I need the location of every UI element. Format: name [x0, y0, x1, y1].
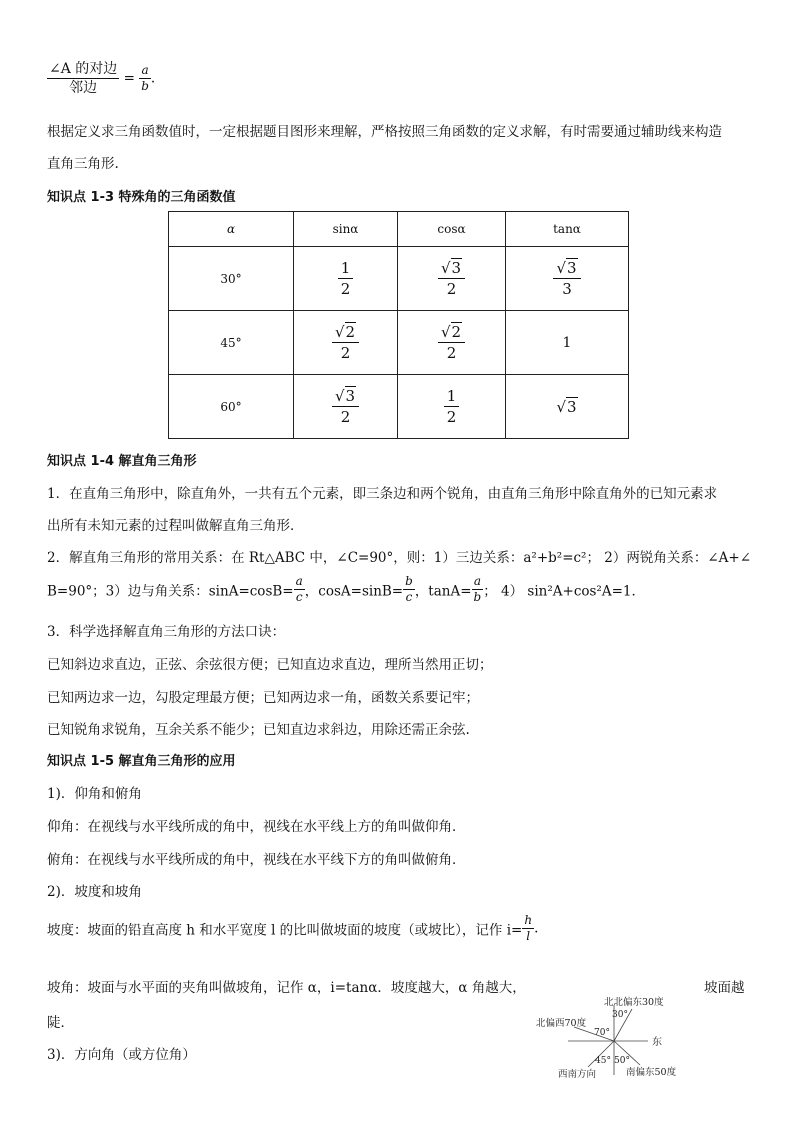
subsection-title: 1)．仰角和俯角 [47, 786, 142, 802]
paragraph: 坡角：坡面与水平面的夹角叫做坡角，记作 α，i=tanα．坡度越大，α 角越大， [47, 980, 526, 996]
table-row: 60° $\frac{√3}{2}$ $\frac{1}{2}$ √3 [169, 375, 629, 439]
section-title-1-5: 知识点 1-5 解直角三角形的应用 [47, 754, 236, 769]
label-angle-45: 45° [595, 1056, 611, 1066]
frac-numerator: ∠A 的对边 [49, 61, 118, 77]
table-header: cosα [398, 212, 506, 247]
label-angle-70: 70° [594, 1028, 610, 1038]
label-east: 东 [652, 1037, 662, 1048]
table-header: tanα [506, 212, 629, 247]
intro-line-1: 根据定义求三角函数值时，一定根据题目图形来理解，严格按照三角函数的定义求解，有时需要通过辅助线来构造 [47, 124, 722, 140]
table-row: 45° $\frac{√2}{2}$ $\frac{√2}{2}$ 1 [169, 311, 629, 375]
label-sw: 西南方向 [558, 1069, 597, 1080]
subsection-title: 2)．坡度和坡角 [47, 884, 142, 900]
paragraph: 俯角：在视线与水平线所成的角中，视线在水平线下方的角叫做俯角． [47, 852, 466, 868]
intro-formula: $\frac{\text{∠A 的对边}}{\text{邻边}}$ = $\frac{a}{b}$ . [49, 61, 156, 96]
paragraph: 2．解直角三角形的常用关系：在 Rt△ABC 中，∠C=90°，则：1）三边关系：a²+b²=c²； 2）两锐角关系：∠A+∠ [47, 550, 752, 566]
equals-sign: = [123, 70, 135, 87]
subsection-title: 3)．方向角（或方位角） [47, 1047, 196, 1063]
paragraph: 坡面越 [704, 980, 745, 996]
paragraph: 已知斜边求直边，正弦、余弦很方便；已知直边求直边，理所当然用正切； [47, 657, 493, 673]
table-header: sinα [294, 212, 398, 247]
section-title-1-4: 知识点 1-4 解直角三角形 [47, 454, 197, 469]
label-nw70: 北偏西70度 [536, 1018, 587, 1029]
label-angle-50: 50° [614, 1056, 630, 1066]
paragraph: 坡度：坡面的铅直高度 h 和水平宽度 l 的比叫做坡面的坡度（或坡比），记作 i= $\frac{h}{l}$ . [47, 913, 539, 943]
label-nne30: 北北偏东30度 [604, 997, 664, 1008]
paragraph: B=90°；3）边与角关系：sinA=cosB= $\frac{a}{c}$ ，cosA=sinB= $\frac{b}{c}$ ，tanA= $\frac{a}{b}$ ； 4） sin²A+cos²A=1． [47, 574, 645, 604]
frac-denominator: 邻边 [69, 80, 98, 96]
paragraph: 已知两边求一边，勾股定理最方便；已知两边求一角，函数关系要记牢； [47, 690, 479, 706]
direction-angle-diagram [528, 993, 698, 1083]
paragraph: 出所有未知元素的过程叫做解直角三角形． [47, 518, 304, 534]
paragraph: 1．在直角三角形中，除直角外，一共有五个元素，即三条边和两个锐角，由直角三角形中除直角外的已知元素求 [47, 486, 718, 502]
paragraph: 3．科学选择解直角三角形的方法口诀： [47, 624, 286, 640]
paragraph: 仰角：在视线与水平线所成的角中，视线在水平线上方的角叫做仰角． [47, 819, 466, 835]
paragraph: 陡． [47, 1015, 74, 1031]
label-angle-30: 30° [612, 1010, 628, 1020]
section-title-1-3: 知识点 1-3 特殊角的三角函数值 [47, 190, 236, 205]
table-header: α [169, 212, 294, 247]
table-row: 30° $\frac{1}{2}$ $\frac{√3}{2}$ $\frac{√3}{3}$ [169, 247, 629, 311]
intro-line-2: 直角三角形. [47, 156, 119, 172]
label-se50: 南偏东50度 [626, 1067, 677, 1078]
trig-value-table [168, 211, 629, 439]
paragraph: 已知锐角求锐角，互余关系不能少；已知直边求斜边，用除还需正余弦. [47, 722, 470, 738]
